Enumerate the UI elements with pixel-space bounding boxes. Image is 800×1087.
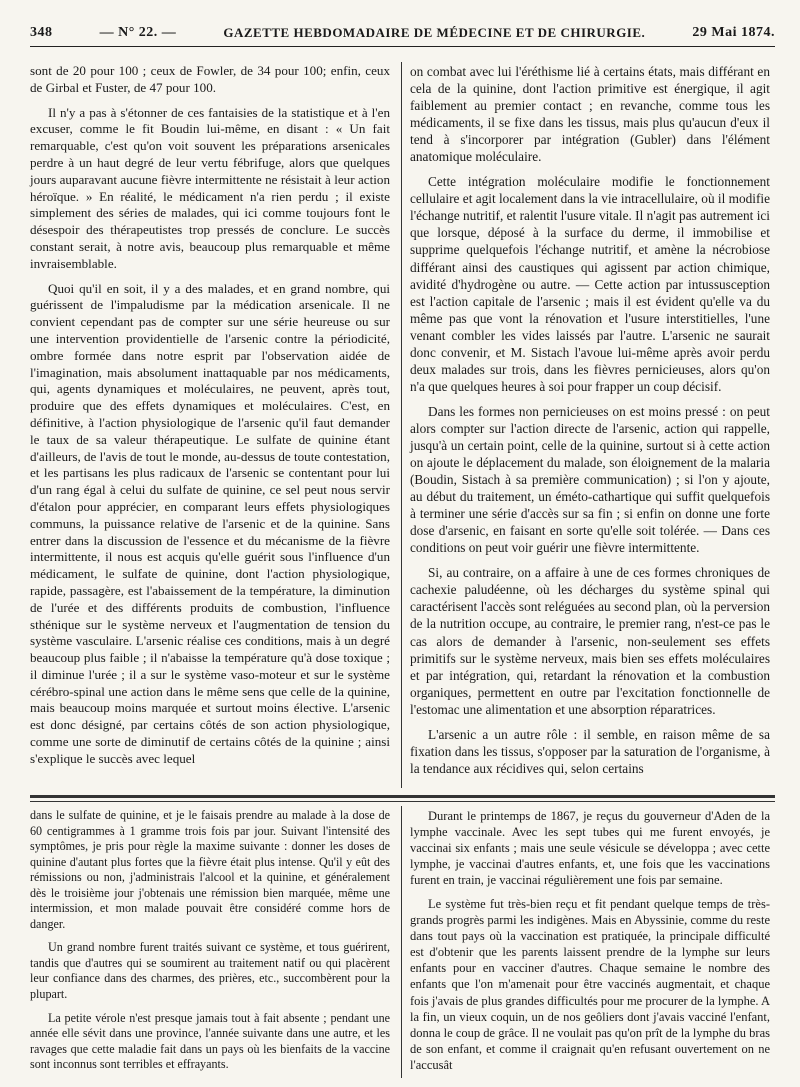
section-divider-thin <box>30 801 775 802</box>
paragraph: on combat avec lui l'éréthisme lié à certains états, mais différant en cela de la quinine, dont l'action primitive est énergique, il agit faiblement au premier contact ; en revanche, comme tous les médicaments, il se fixe dans les tissus, mais plus qu'aucun d'eux il tend à s'incorporer par intégration (Gubler) dans l'élément anatomique moléculaire. <box>410 64 770 165</box>
upper-left-column <box>30 63 390 768</box>
paragraph: Dans les formes non pernicieuses on est moins pressé : on peut alors compter sur l'action directe de l'arsenic, action qui rappelle, jusqu'à un certain point, celle de la quinine, surtout si à cette action on ajoute le déplacement du malade, son éloignement de la malaria (Boudin, Sistach à sa première communication) ; si l'on y ajoute, au début du traitement, un éméto-cathartique qui suffit quelquefois à terminer une série d'accès sur sa fin ; si enfin on donne une forte dose d'arsenic, en faisant en sorte qu'elle soit tolérée. — Dans ces conditions on peut voir guérir une fièvre intermittente. <box>410 403 770 556</box>
paragraph: Si, au contraire, on a affaire à une de ces formes chroniques de cachexie paludéenne, où les décharges du système spinal qui caractérisent l'accès sont reléguées au second plan, où la perversion de la nutrition occupe, au contraire, le premier rang, n'est-ce pas le cas alors de demander à l'arsenic, non-seulement ses effets primitifs sur le système nerveux, mais bien ses effets moléculaires et par intégration, qui, retardant la rénovation et la combustion organiques, permettent en outre par l'excitation fonctionnelle de l'estomac une alimentation et une absorption réparatrices. <box>410 565 770 717</box>
page-header <box>30 20 775 47</box>
paragraph: Cette intégration moléculaire modifie le fonctionnement cellulaire et agit localement dans la vie intracellulaire, où il modifie l'échange nutritif, et ralentit l'usure vitale. Il n'agit pas autrement ici que lorsque, déposé à la surface du derme, il immobilise et supprime quelquefois l'échange nutritif, et amène la nécrobiose différant ainsi des caustiques qui agissent par action chimique, avidité d'hydrogène ou autre. — Cette action par intussusception est l'action capitale de l'arsenic ; mais il est évident qu'elle va du même pas que vont la rénovation et l'usure interstitielles, l'une venant combler les vides laissés par l'autre. L'arsenic ne saurait donc convenir, et M. Sistach l'avoue lui-même après avoir perdu deux malades sur trois, dans les fièvres pernicieuses, alors qu'on n'a que quelques heures à soi pour frapper un coup décisif. <box>410 174 770 394</box>
paragraph: La petite vérole n'est presque jamais tout à fait absente ; pendant une année elle sévit dans une province, l'année suivante dans une autre, et les ravages que cette maladie fait dans un pays où les bienfaits de la vaccine sont inconnus sont terribles et effrayants. <box>30 1010 390 1072</box>
issue-date: 29 Mai 1874. <box>692 25 775 40</box>
section-divider <box>30 795 775 798</box>
lower-left-column <box>30 808 390 1073</box>
paragraph: Le système fut très-bien reçu et fit pendant quelque temps de très-grands progrès parmi les indigènes. Mais en Abyssinie, comme du reste dans tout pays où la vaccination est pratiquée, la principale difficulté est d'obtenir que les parents laissent prendre de la lymphe sur leurs enfants pour en vacciner d'autres. Chaque semaine le nombre des enfants que l'on m'amenait pour être vaccinés augmentait, et chaque fois j'avais de plus grandes difficultés pour me procurer de la lymphe. A la fin, un vieux coquin, un de nos geôliers dont j'avais vacciné l'enfant, donna le coup de grâce. Il ne voulait pas qu'on prît de la lymphe du bras de son enfant, et comme il craignait qu'en refusant ouvertement on ne l'accusât <box>410 897 770 1072</box>
paragraph: Il n'y a pas à s'étonner de ces fantaisies de la statistique et à l'en excuser, comme le fit Boudin lui-même, en disant : « Un fait remarquable, c'est qu'on voit souvent les préparations arsenicales perdre à un haut degré de leur vertu fébrifuge, alors que quelques jours auparavant aucune fièvre intermittente ne résistait à leur action héroïque. » En réalité, le médicament n'a rien perdu ; il existe simplement des séries de malades, qui ici comme toujours font le désespoir des thérapeutistes trop pressés de conclure. Le succès constant serait, à notre avis, beaucoup plus remarquable et même invraisemblable. <box>30 104 390 271</box>
paragraph: Durant le printemps de 1867, je reçus du gouverneur d'Aden de la lymphe vaccinale. Avec les sept tubes qui me furent envoyés, je vaccinai six enfants ; mais une seule vésicule se développa ; avec cette lymphe, je vaccinai d'autres enfants, et, une fois que les vaccinations furent en train, je vaccinai régulièrement une fois par semaine. <box>410 809 770 888</box>
paragraph: L'arsenic a un autre rôle : il semble, en raison même de sa fixation dans les tissus, s'opposer par la saturation de l'organisme, à la tendance aux récidives qui, selon certains <box>410 726 770 776</box>
paragraph: Quoi qu'il en soit, il y a des malades, et en grand nombre, qui guérissent de l'impaludisme par la médication arsenicale. Il ne convient cependant pas de compter sur une série heureuse ou sur une intervention providentielle de l'arsenic contre la périodicité, ombre formée dans notre esprit par l'observation aidée de l'imagination, mais absolument inattaquable par nos médicaments, qui, agents dynamiques et moléculaires, ne peuvent, après tout, produire que des effets dynamiques et moléculaires. C'est, en définitive, à l'action physiologique de l'arsenic qu'il faut demander le taux de sa valeur thérapeutique. Le sulfate de quinine étant d'ailleurs, de l'avis de tout le monde, au-dessus de toute contestation, et les partisans les plus radicaux de l'arsenic se contentant pour lui d'un rang égal à celui du sulfate de quinine, ce sel peut nous servir d'étalon pour apprécier, en comparant leurs effets physiologiques communs, la puissance relative de l'arsenic et de la quinine. Sans entrer dans la discussion de l'essence et du mécanisme de la fièvre intermittente, il nous est acquis qu'elle guérit sous l'influence d'un médicament, le sulfate de quinine, dont l'action physiologique, rapide, passagère, est l'abaissement de la température, la diminution de l'urée et des différents produits de combustion, l'influence sthénique sur le système nerveux et l'augmentation de tension du système vasculaire. L'arsenic réalise ces conditions, mais à un degré beaucoup plus faible ; il n'abaisse la température qu'à dose toxique ; il diminue l'urée ; il a sur le système vaso-moteur et sur le système cérébro-spinal une action dans le même sens que celle de la quinine, mais beaucoup moins marquée et surtout moins élective. L'arsenic est donc désigné, par certains côtés de son action physiologique, comme une sorte de diminutif de certains côtés de la quinine ; ainsi s'explique le succès avec lequel <box>30 280 390 766</box>
upper-right-column <box>410 63 770 777</box>
column-divider-lower <box>401 806 402 1078</box>
lower-right-column <box>410 808 770 1073</box>
column-divider-upper <box>401 62 402 788</box>
journal-title: GAZETTE HEBDOMADAIRE DE MÉDECINE ET DE CHIRURGIE. <box>223 25 646 40</box>
paragraph: sont de 20 pour 100 ; ceux de Fowler, de 34 pour 100; enfin, ceux de Girbal et Fuster, de 47 pour 100. <box>30 63 390 95</box>
paragraph: Un grand nombre furent traités suivant ce système, et tous guérirent, tandis que d'autres qui se soumirent au traitement natif ou qui placèrent leur confiance dans des charmes, des prières, etc., succombèrent pour la plupart. <box>30 940 390 1002</box>
page-number: 348 <box>30 25 53 40</box>
paragraph: dans le sulfate de quinine, et je le faisais prendre au malade à la dose de 60 centigrammes à 1 gramme trois fois par jour. Suivant l'intensité des symptômes, je pris pour règle la maxime suivante : donner les doses de quinine d'autant plus fortes que la fièvre était plus intense. Qu'il y eût des rémissions ou non, j'administrais l'alcool et la quinine, et généralement dès le troisième jour j'obtenais une rémission bien marquée, même une intermission, et mon malade pouvait être considéré comme hors de danger. <box>30 808 390 931</box>
issue-number: — N° 22. — <box>99 25 177 40</box>
